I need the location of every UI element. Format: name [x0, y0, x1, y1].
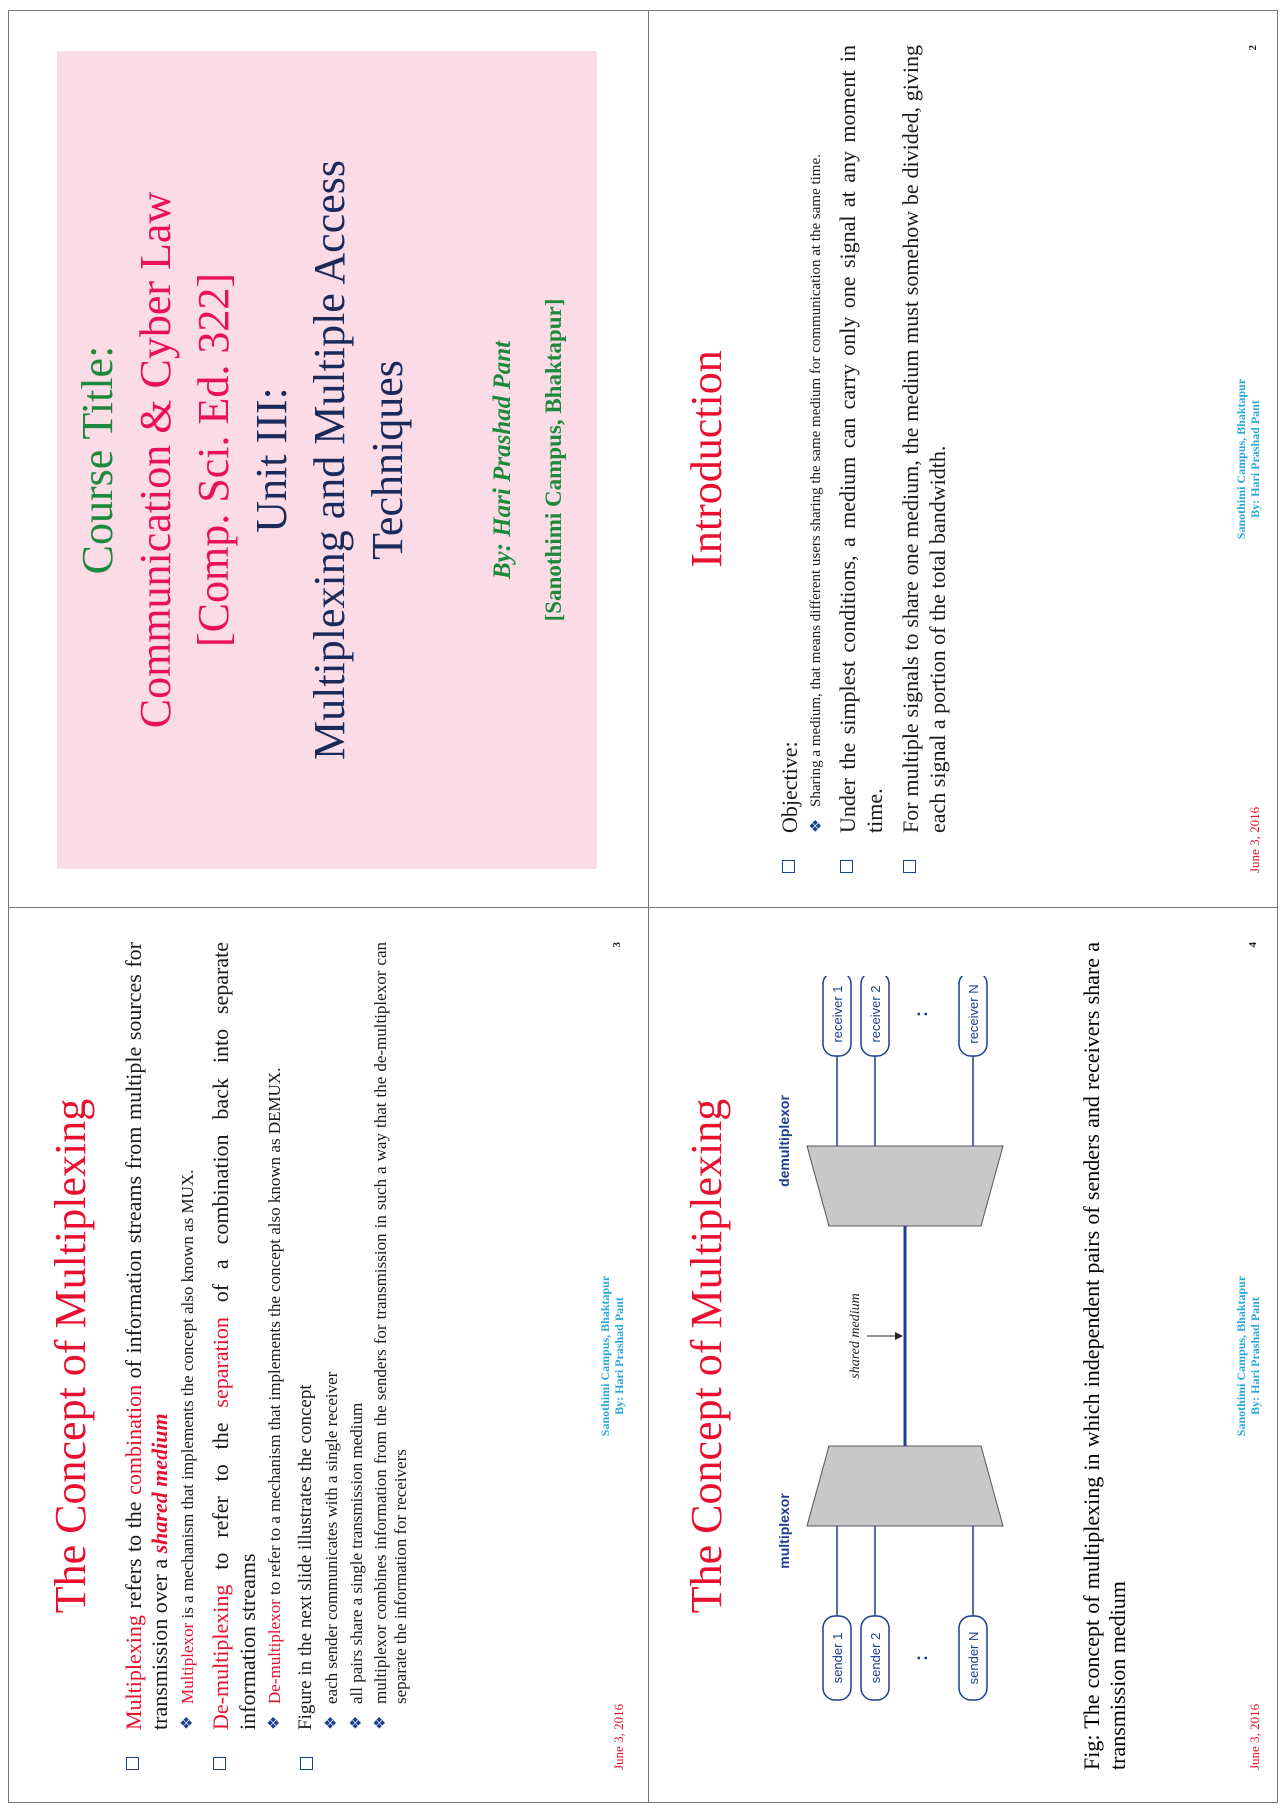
slide-2	[659, 29, 1269, 889]
receiver-2-label: receiver 2	[868, 985, 883, 1043]
demultiplexor-label: demultiplexor	[776, 1095, 792, 1187]
sender-n-label: sender N	[966, 1631, 981, 1685]
sub-bullet-item: ❖ Sharing a medium, that means different users sharing the same medium for communication at the same time.	[808, 154, 826, 833]
slide-title: The Concept of Multiplexing	[46, 1098, 95, 1614]
square-bullet-icon	[126, 1757, 139, 1770]
sub-bullet-item: ❖ De-multiplexor to refer to a mechanism that implements the concept also known as DEMUX.	[264, 1067, 284, 1730]
slide-3-cell	[13, 913, 643, 1799]
page-number: 3	[611, 942, 623, 948]
horizontal-divider	[9, 907, 1277, 908]
square-bullet-icon	[213, 1757, 226, 1770]
square-bullet-icon	[300, 1757, 313, 1770]
shared-medium-label: shared medium	[848, 1293, 863, 1379]
unit-label: Unit III:	[247, 387, 296, 533]
course-title-label: Course Title:	[73, 345, 122, 575]
page-number: 4	[1247, 942, 1259, 948]
slide-title: Introduction	[682, 350, 731, 568]
slide-date: June 3, 2016	[1247, 1703, 1262, 1770]
sender-1-label: sender 1	[830, 1632, 845, 1684]
course-name: Communication & Cyber Law	[131, 191, 180, 729]
receiver-ellipsis: :	[911, 1011, 931, 1017]
slide-4-cell	[649, 913, 1279, 1799]
slide-date: June 3, 2016	[611, 1703, 626, 1770]
bullet-item: Objective:	[777, 45, 803, 873]
figure-caption: Fig: The concept of multiplexing in which independent pairs of senders and receivers share a transmission medium	[1079, 942, 1131, 1770]
slide-title: The Concept of Multiplexing	[682, 1098, 731, 1614]
cover-box	[57, 51, 597, 869]
campus-name: [Sanothimi Campus, Bhaktapur]	[541, 298, 566, 622]
square-bullet-icon	[903, 860, 916, 873]
diamond-bullet-icon: ❖	[371, 1715, 389, 1730]
sender-ellipsis: :	[911, 1655, 931, 1661]
receiver-n-label: receiver N	[966, 984, 981, 1044]
slide-1	[23, 29, 633, 889]
course-code: [Comp. Sci. Ed. 322]	[189, 273, 238, 647]
diamond-bullet-icon: ❖	[178, 1715, 196, 1730]
arrow-head-icon	[895, 1332, 903, 1340]
slide-date: June 3, 2016	[1247, 806, 1262, 873]
multiplexing-diagram	[767, 976, 1067, 1736]
slide-footer: Sanothimi Campus, Bhaktapur By: Hari Prashad Pant	[598, 1275, 627, 1437]
cover-title-block	[69, 51, 417, 869]
sender-2-label: sender 2	[868, 1632, 883, 1684]
diamond-bullet-icon: ❖	[323, 1715, 341, 1730]
sub-bullet-item: ❖ each sender communicates with a single receiver	[322, 1371, 342, 1730]
slide-1-cell	[13, 16, 643, 902]
bullet-item: De-multiplexing to refer to the separation of a combination back into separate information streams	[208, 942, 261, 1770]
slide-footer: Sanothimi Campus, Bhaktapur By: Hari Prashad Pant	[1234, 1275, 1263, 1437]
unit-title-line1: Multiplexing and Multiple Access	[305, 159, 354, 761]
unit-title-line2: Techniques	[363, 360, 412, 560]
multiplexor-shape	[807, 1446, 1003, 1526]
diamond-bullet-icon: ❖	[347, 1715, 365, 1730]
receiver-1-label: receiver 1	[830, 985, 845, 1043]
author: By: Hari Prashad Pant	[489, 340, 516, 580]
slide-3	[23, 926, 633, 1786]
square-bullet-icon	[840, 860, 853, 873]
slide-body	[121, 942, 416, 1770]
bullet-item: Multiplexing refers to the combination of information streams from multiple sources for transmission over a shared medium	[121, 942, 174, 1770]
slide-2-cell	[649, 16, 1279, 902]
demultiplexor-shape	[807, 1146, 1003, 1226]
bullet-item: Figure in the next slide illustrates the concept	[295, 942, 318, 1770]
sub-bullet-item: ❖ multiplexor combines information from the senders for transmission in such a way that the de-multiplexor can separate the information for receivers	[370, 942, 411, 1730]
slide-4	[659, 926, 1269, 1786]
sub-bullet-item: ❖ Multiplexor is a mechanism that implements the concept also known as MUX.	[177, 1169, 197, 1730]
bullet-item: For multiple signals to share one medium, the medium must somehow be divided, giving each signal a portion of the total bandwidth.	[898, 45, 951, 873]
square-bullet-icon	[782, 860, 795, 873]
page-number: 2	[1247, 45, 1259, 51]
bullet-item: Under the simplest conditions, a medium can carry only one signal at any moment in time.	[835, 45, 888, 873]
slide-body	[777, 45, 961, 873]
slide-footer: Sanothimi Campus, Bhaktapur By: Hari Prashad Pant	[1234, 378, 1263, 540]
diamond-bullet-icon: ❖	[808, 818, 826, 833]
sub-bullet-item: ❖ all pairs share a single transmission medium	[346, 1402, 366, 1730]
handout-sheet	[8, 10, 1278, 1803]
diamond-bullet-icon: ❖	[265, 1715, 283, 1730]
multiplexor-label: multiplexor	[776, 1493, 792, 1569]
